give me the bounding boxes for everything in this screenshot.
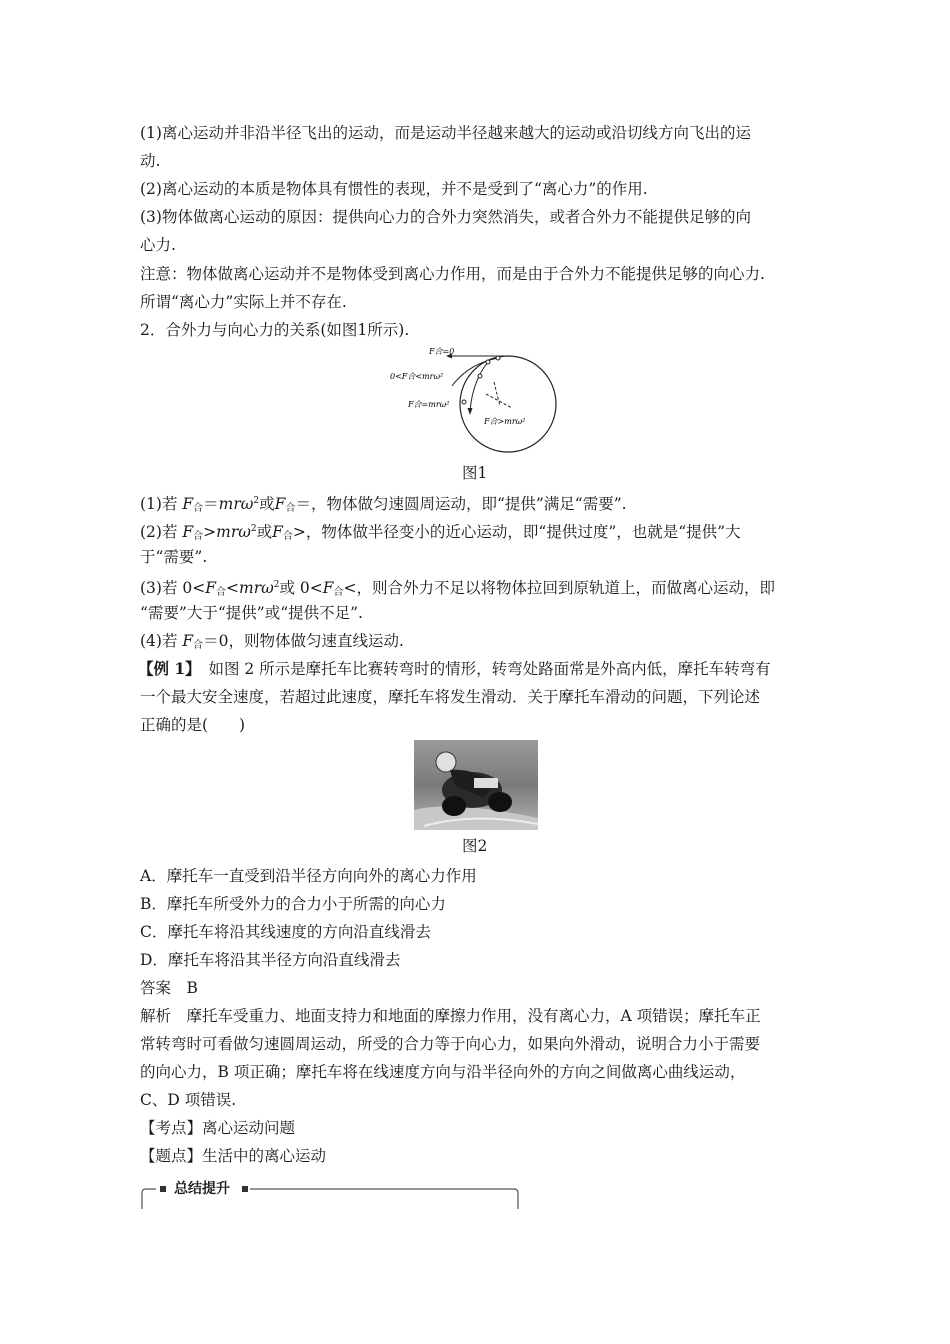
label-f-less: 0<F合<mrω² xyxy=(390,372,444,381)
circular-orbit xyxy=(460,356,556,452)
point-marker xyxy=(486,360,490,364)
dashed-path xyxy=(494,382,500,406)
condition-1: (1)若 $F_合=mr\omega^2$或$F_合=$，物体做匀速圆周运动，即“提供”满足“需要”. xyxy=(140,495,627,514)
figure-2-caption: 图2 xyxy=(462,837,488,855)
example-line: 【例 1】 如图 2 所示是摩托车比赛转弯时的情形，转弯处路面常是外高内低，摩托车转弯有 xyxy=(138,659,771,678)
kaodian: 【考点】离心运动问题 xyxy=(140,1119,296,1137)
dashed-path xyxy=(486,394,512,408)
example-line: 正确的是( ) xyxy=(140,716,246,734)
point-marker xyxy=(496,356,500,360)
condition-4: (4)若 $F_合=0$，则物体做匀速直线运动. xyxy=(140,632,404,651)
text-line: (1)离心运动并非沿半径飞出的运动，而是运动半径越来越大的运动或沿切线方向飞出的运 xyxy=(140,124,751,142)
text-line: 动. xyxy=(140,152,161,170)
text-line: 心力. xyxy=(140,236,176,254)
point-marker xyxy=(462,400,466,404)
condition-3-cont: “需要”大于“提供”或“提供不足”. xyxy=(140,604,363,622)
centrifugal-path-1 xyxy=(452,358,498,386)
option-d: D．摩托车将沿其半径方向沿直线滑去 xyxy=(140,951,401,969)
condition-2: (2)若 $F_合>mr\omega^2$或$F_合>$，物体做半径变小的近心运动，即“提供过度”，也就是“提供”大 xyxy=(140,523,741,542)
section-heading: 2．合外力与向心力的关系(如图1所示). xyxy=(140,321,410,339)
figure-2-photo xyxy=(414,740,538,830)
figure-1-caption: 图1 xyxy=(462,464,488,482)
condition-3: (3)若 $0<F_合<mr\omega^2$或 $0<F_合<$，则合外力不足以将物体拉回到原轨道上，而做离心运动，即 xyxy=(140,579,776,598)
analysis-line: 的向心力，B 项正确；摩托车将在线速度方向与沿半径向外的方向之间做离心曲线运动， xyxy=(140,1063,746,1081)
text-line: (3)物体做离心运动的原因：提供向心力的合外力突然消失，或者合外力不能提供足够的向 xyxy=(140,208,751,226)
summary-box xyxy=(140,1183,522,1211)
option-c: C．摩托车将沿其线速度的方向沿直线滑去 xyxy=(140,923,431,941)
label-f-equal: F合=mrω² xyxy=(408,400,450,409)
centrifugal-path-2 xyxy=(470,362,488,412)
summary-title: 总结提升 xyxy=(168,1180,236,1198)
example-line: 一个最大安全速度，若超过此速度，摩托车将发生滑动．关于摩托车滑动的问题，下列论述 xyxy=(140,688,761,706)
option-b: B．摩托车所受外力的合力小于所需的向心力 xyxy=(140,895,446,913)
answer: 答案 B xyxy=(140,979,198,997)
analysis-line: C、D 项错误. xyxy=(140,1091,237,1109)
note-line: 所谓“离心力”实际上并不存在. xyxy=(140,293,347,311)
text-line: (2)离心运动的本质是物体具有惯性的表现，并不是受到了“离心力”的作用. xyxy=(140,180,648,198)
analysis-line: 解析 摩托车受重力、地面支持力和地面的摩擦力作用，没有离心力，A 项错误；摩托车正 xyxy=(140,1007,761,1025)
arrow-head xyxy=(468,408,473,415)
note-line: 注意：物体做离心运动并不是物体受到离心力作用，而是由于合外力不能提供足够的向心力. xyxy=(140,265,765,283)
label-f-greater: F合>mrω² xyxy=(484,417,526,426)
option-a: A．摩托车一直受到沿半径方向向外的离心力作用 xyxy=(140,867,477,885)
example-tag: 【例 1】 xyxy=(138,659,193,678)
label-f-zero: F合=0 xyxy=(429,347,455,356)
condition-2-cont: 于“需要”. xyxy=(140,548,208,566)
analysis-line: 常转弯时可看做匀速圆周运动，所受的合力等于向心力，如果向外滑动，说明合力小于需要 xyxy=(140,1035,761,1053)
figure-1-diagram xyxy=(388,342,560,460)
point-marker xyxy=(478,374,482,378)
tidian: 【题点】生活中的离心运动 xyxy=(140,1147,327,1165)
